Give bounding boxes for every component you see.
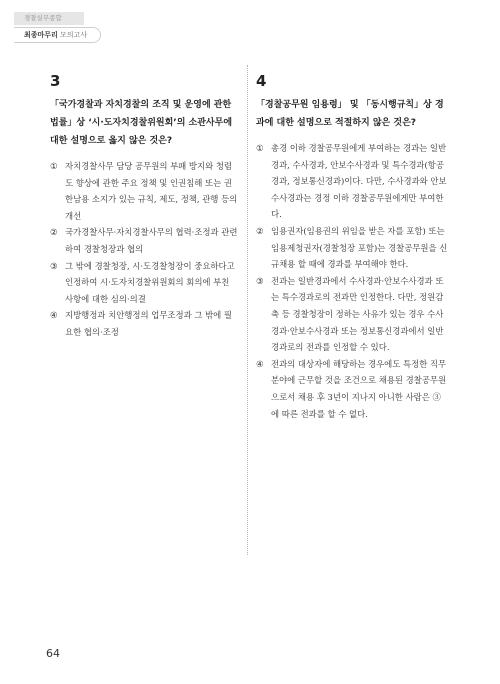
option-text: 총경 이하 경찰공무원에게 부여하는 경과는 일반경과, 수사경과, 안보수사경과 및 특수경과(항공경과, 정보통신경과)이다. 다만, 수사경과와 안보수사경과는 경정 이하 경찰공무원에게만 부여한다. — [271, 143, 447, 220]
chapter-tab-main: 최종마무리 — [24, 31, 58, 39]
question-stem: 「경찰공무원 임용령」 및 「동시행규칙」상 경과에 대한 설명으로 적절하지 않은 것은? — [256, 100, 444, 128]
option-marker: ③ — [50, 260, 58, 271]
option-text: 자치경찰사무 담당 공무원의 부패 방지와 청렴도 향상에 관한 주요 정책 및 인권침해 또는 권한남용 소지가 있는 규칙, 제도, 정책, 관행 등의 개선 — [65, 161, 238, 221]
option-item — [256, 273, 448, 356]
option-text: 국가경찰사무·자치경찰사무의 협력·조정과 관련하여 경찰청장과 협의 — [65, 227, 238, 254]
option-item — [50, 258, 238, 308]
option-list — [256, 140, 448, 422]
option-marker: ① — [256, 143, 264, 153]
option-marker: ④ — [50, 310, 58, 321]
option-item — [50, 224, 238, 257]
option-marker: ③ — [256, 275, 264, 286]
option-item — [256, 356, 448, 422]
option-text: 전과는 일반경과에서 수사경과·안보수사경과 또는 특수경과로의 전과만 인정한다. 다만, 정원감축 등 경찰청장이 정하는 사유가 있는 경우 수사경과·안보수사경과 또는 정보통신경과에서 일반경과로의 전과를 인정할 수 있다. — [271, 275, 444, 353]
option-text: 전과의 대상자에 해당하는 경우에도 특정한 직무분야에 근무할 것을 조건으로 채용된 경찰공무원으로서 채용 후 3년이 지나지 아니한 사람은 ③에 따른 전과를 할 수 없다. — [271, 358, 447, 419]
option-item — [256, 140, 448, 223]
question-number: 3 — [50, 72, 61, 90]
chapter-tab-sub: 모의고사 — [60, 31, 88, 39]
column-divider — [247, 65, 248, 555]
question-number: 4 — [256, 72, 267, 90]
book-section-tab: 경찰실무종합 — [14, 12, 84, 25]
question-3 — [50, 72, 238, 341]
option-item — [256, 223, 448, 273]
option-marker: ② — [50, 227, 58, 238]
option-list — [50, 158, 238, 341]
option-text: 그 밖에 경찰청장, 시·도경찰청장이 중요하다고 인정하여 시·도자치경찰위원회의 회의에 부친 사항에 대한 심의·의결 — [65, 260, 235, 304]
option-marker: ① — [50, 161, 58, 171]
question-stem: 「국가경찰과 자치경찰의 조직 및 운영에 관한 법률」상 ‘시·도자치경찰위원회’의 소관사무에 대한 설명으로 옳지 않은 것은? — [50, 100, 233, 146]
option-item — [50, 307, 238, 340]
option-item — [50, 158, 238, 224]
option-text: 임용권자(임용권의 위임을 받은 자를 포함) 또는 임용제청권자(경찰청장 포함)는 경찰공무원을 신규채용 할 때에 경과를 부여해야 한다. — [271, 225, 448, 270]
question-4 — [256, 72, 448, 422]
option-marker: ② — [256, 225, 264, 236]
option-marker: ④ — [256, 358, 264, 369]
chapter-tab — [14, 27, 101, 43]
page-number: 64 — [46, 647, 60, 660]
option-text: 지방행정과 치안행정의 업무조정과 그 밖에 필요한 협의·조정 — [65, 310, 233, 337]
